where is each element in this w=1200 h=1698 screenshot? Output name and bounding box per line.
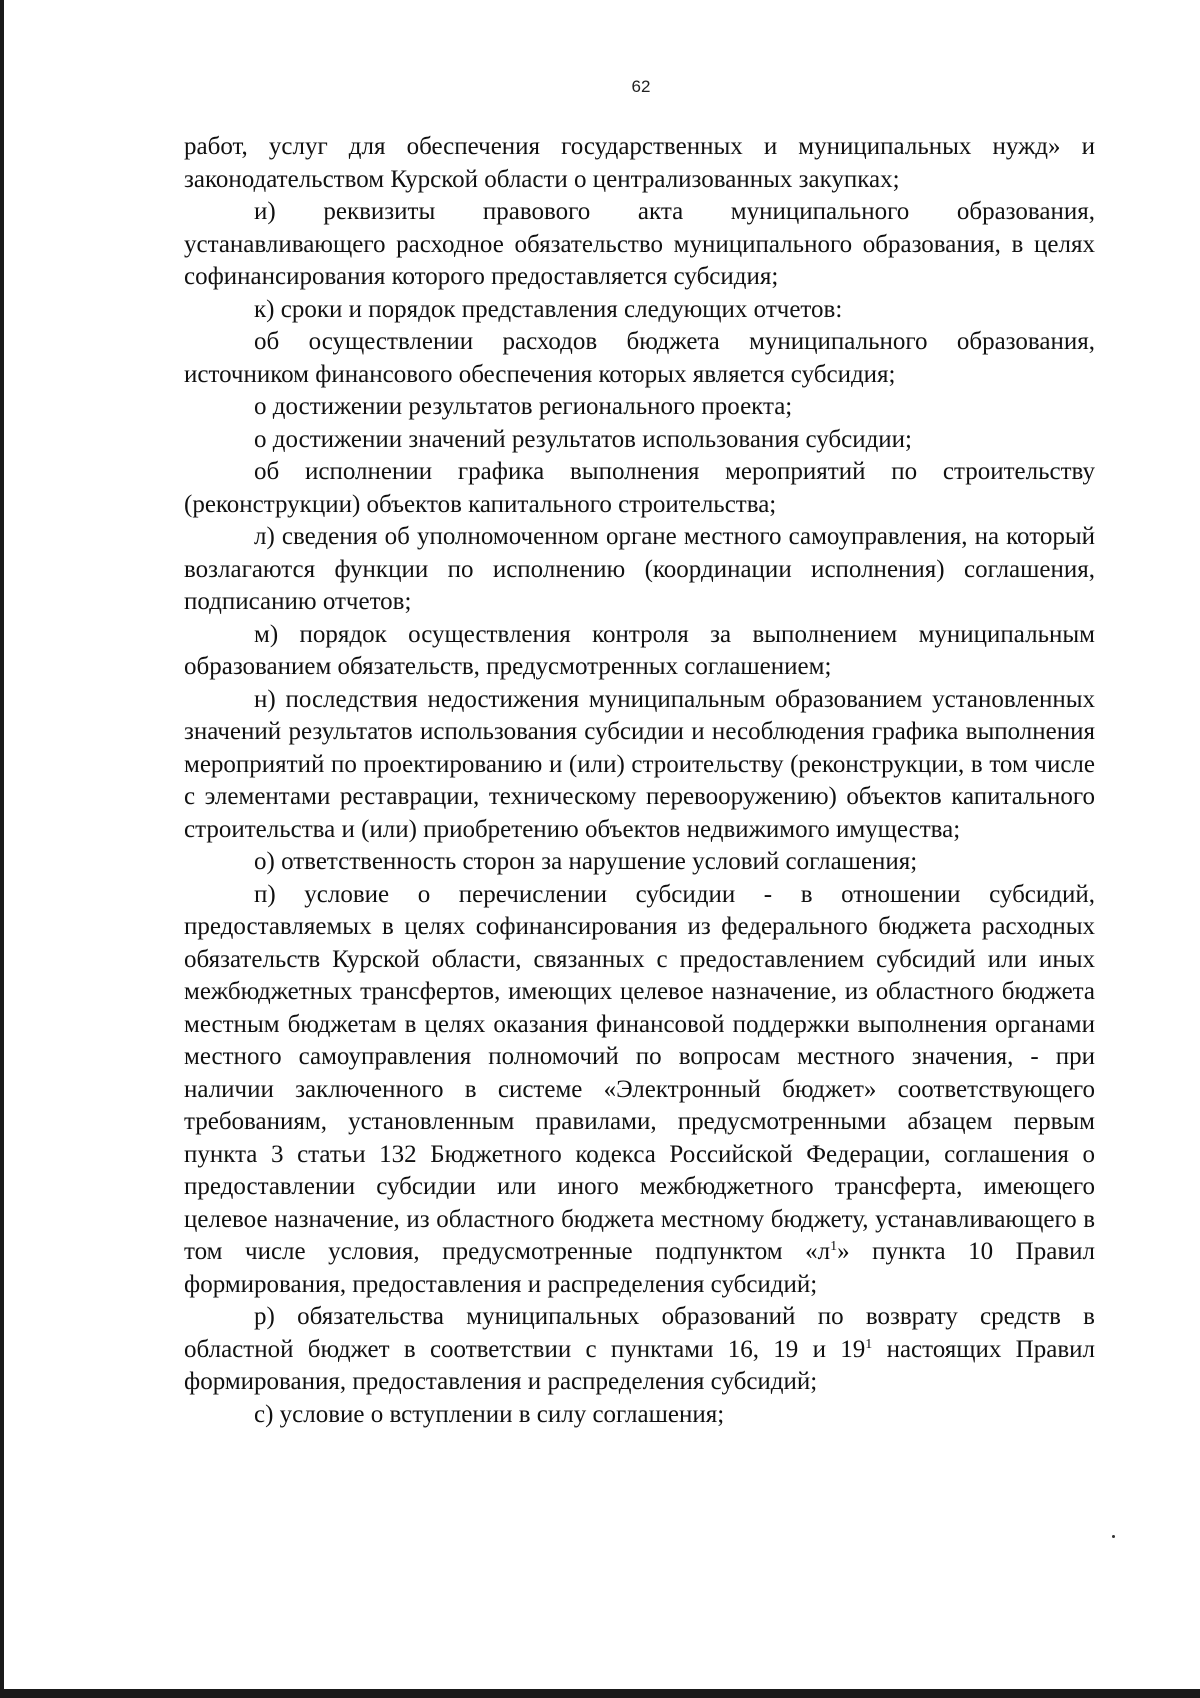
- paragraph-procurement-continuation: работ, услуг для обеспечения государственных и муниципальных нужд» и законодательством Курской области о централизованных закупках;: [184, 133, 1095, 193]
- scan-border-bottom: [0, 1689, 1200, 1698]
- paragraph-report-schedule: об исполнении графика выполнения мероприятий по строительству (реконструкции) объектов капитального строительства;: [184, 458, 1095, 518]
- paragraph-item-r-text-end: настоящих Правил формирования, предоставления и распределения субсидий;: [184, 1335, 1095, 1395]
- paragraph-report-project-results: о достижении результатов регионального проекта;: [254, 393, 793, 420]
- superscript-index: 1: [830, 1238, 838, 1254]
- paragraph-item-r: [184, 1301, 1095, 1399]
- paragraph-report-subsidy-results: о достижении значений результатов использования субсидии;: [254, 425, 912, 453]
- paragraph-item-p-text-end: » пункта 10 Правил формирования, предоставления и распределения субсидий;: [184, 1238, 1095, 1298]
- document-body: [184, 131, 1095, 1431]
- page-number: 62: [631, 77, 651, 96]
- paragraph-report-expenses: об осуществлении расходов бюджета муниципального образования, источником финансового обеспечения которых является субсидия;: [184, 328, 1095, 388]
- paragraph-item-m: м) порядок осуществления контроля за выполнением муниципальным образованием обязательств, предусмотренных соглашением;: [184, 620, 1095, 680]
- paragraph-item-p: [184, 879, 1095, 1302]
- paragraph-item-s: с) условие о вступлении в силу соглашения;: [254, 1400, 725, 1428]
- paragraph-item-o: о) ответственность сторон за нарушение условий соглашения;: [254, 848, 918, 875]
- paragraph-item-k: к) сроки и порядок представления следующих отчетов:: [254, 295, 843, 323]
- paragraph-item-p-text: п) условие о перечислении субсидии - в отношении субсидий, предоставляемых в целях софинансирования из федерального бюджета расходных обязательств Курской области, связанных с предоставлением субсидий или иных межбюджетных трансфертов, имеющих целевое назначение, из областного бюджета местным бюджетам в целях оказания финансовой поддержки выполнения органами местного самоуправления полномочий по вопросам местного значения, - при наличии заключенного в системе «Электронный бюджет» соответствующего требованиям, установленным правилами, предусмотренными абзацем первым пункта 3 статьи 132 Бюджетного кодекса Российской Федерации, соглашения о предоставлении субсидии или иного межбюджетного трансферта, имеющего целевое назначение, из областного бюджета местному бюджету, устанавливающего в том числе условия, предусмотренные подпунктом «л: [184, 880, 1095, 1265]
- paragraph-item-i: и) реквизиты правового акта муниципального образования, устанавливающего расходное обязательство муниципального образования, в целях софинансирования которого предоставляется субсидия;: [184, 198, 1095, 290]
- paragraph-item-l: л) сведения об уполномоченном органе местного самоуправления, на который возлагаются функции по исполнению (координации исполнения) соглашения, подписанию отчетов;: [184, 523, 1095, 615]
- paragraph-item-r-text: р) обязательства муниципальных образований по возврату средств в областной бюджет в соответствии с пунктами 16, 19 и 19: [184, 1303, 1095, 1363]
- superscript-index: 1: [865, 1336, 873, 1352]
- scan-speck: [1112, 1535, 1115, 1538]
- scan-border-left: [0, 0, 4, 1698]
- paragraph-item-n: н) последствия недостижения муниципальным образованием установленных значений результатов использования субсидии и несоблюдения графика выполнения мероприятий по проектированию и (или) строительству (реконструкции, в том числе с элементами реставрации, техническому перевооружению) объектов капитального строительства и (или) приобретению объектов недвижимого имущества;: [184, 685, 1095, 843]
